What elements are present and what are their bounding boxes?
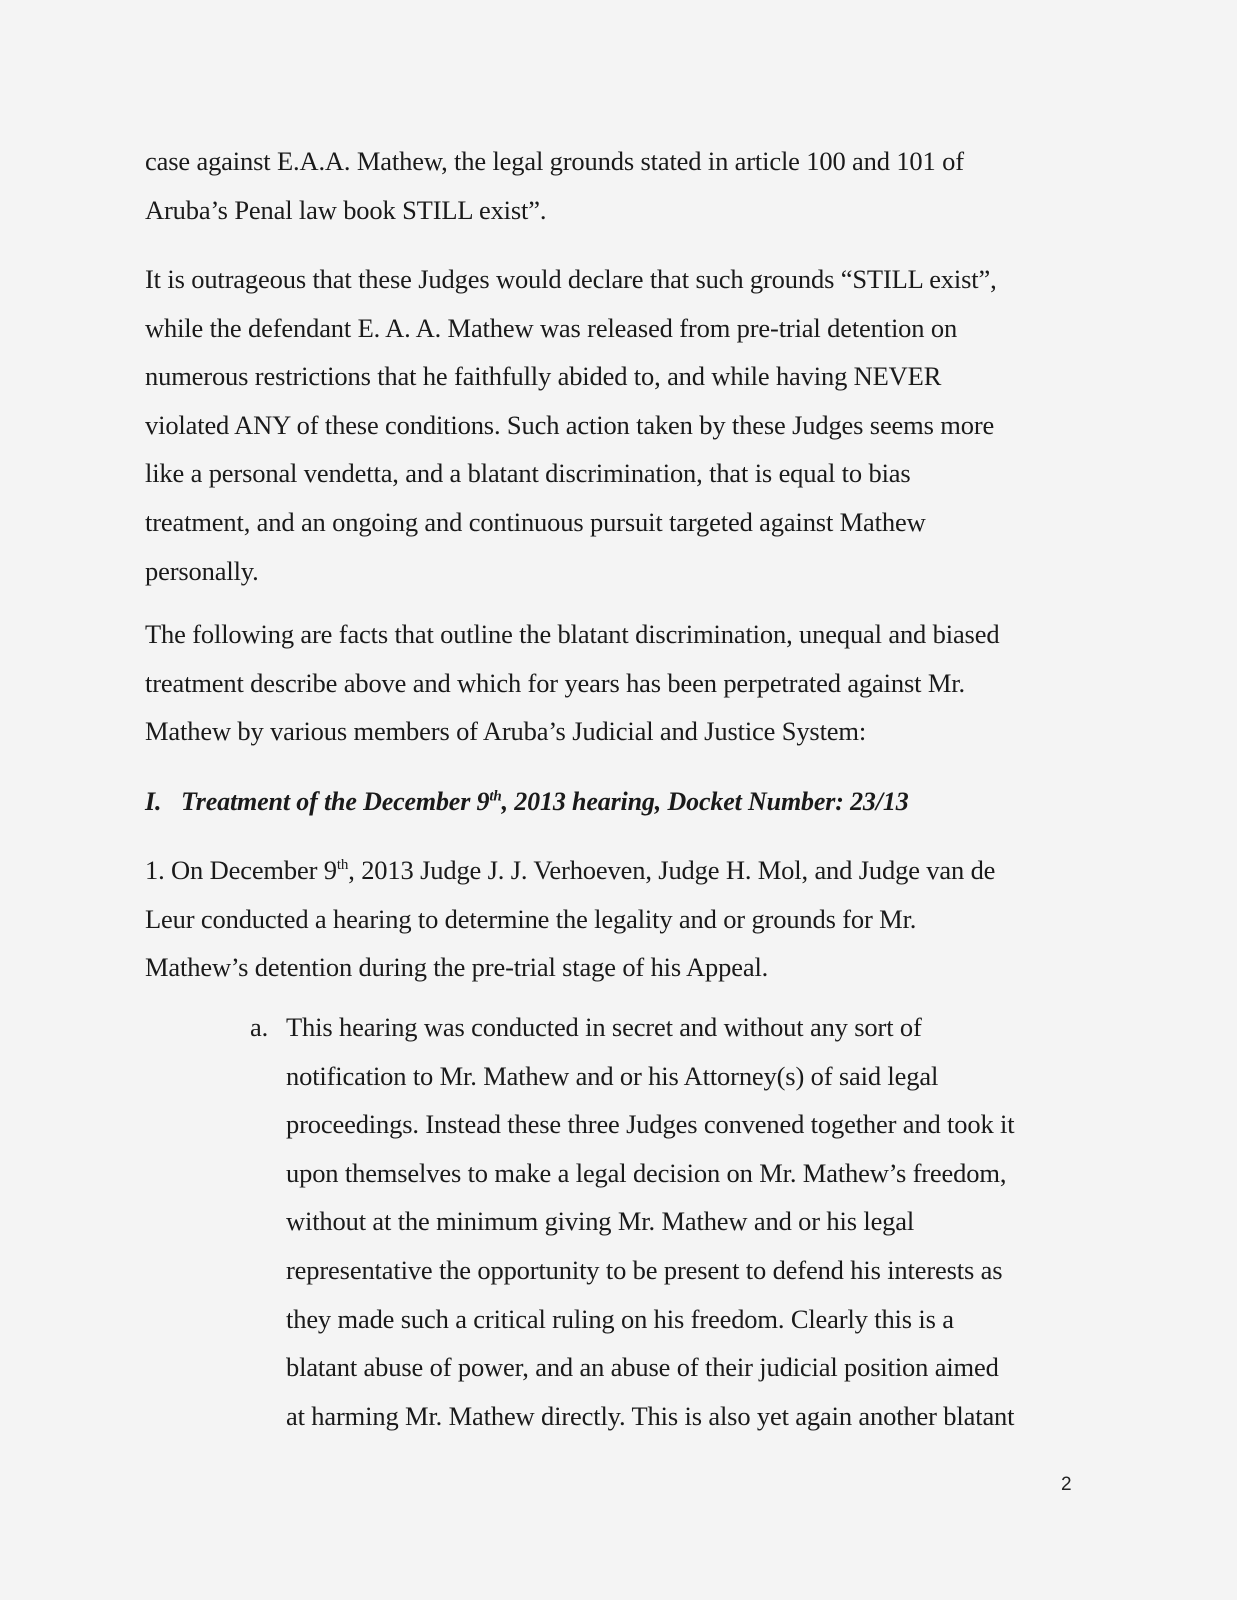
text-line: It is outrageous that these Judges would declare that such grounds “STILL exist”, <box>145 264 997 294</box>
text-line: without at the minimum giving Mr. Mathew and or his legal <box>286 1206 915 1237</box>
text-line: treatment, and an ongoing and continuous pursuit targeted against Mathew <box>145 506 926 537</box>
heading-text-end: , 2013 hearing, Docket Number: 23/13 <box>501 787 909 816</box>
paragraph-facts-intro <box>145 610 1085 756</box>
text-line: blatant abuse of power, and an abuse of their judicial position aimed <box>286 1352 999 1383</box>
heading-superscript: th <box>489 788 502 805</box>
text-line: upon themselves to make a legal decision on Mr. Mathew’s freedom, <box>286 1157 1007 1188</box>
text-line: like a personal vendetta, and a blatant discrimination, that is equal to bias <box>145 458 911 489</box>
heading-text-start: Treatment of the December 9 <box>181 787 490 816</box>
text-line <box>145 846 1085 895</box>
text-line: treatment describe above and which for years has been perpetrated against Mr. <box>145 667 965 698</box>
text-line: at harming Mr. Mathew directly. This is also yet again another blatant <box>286 1400 1015 1431</box>
text-line: proceedings. Instead these three Judges convened together and took it <box>286 1109 1015 1140</box>
section-heading <box>145 778 1085 827</box>
item-text-start: 1. On December 9 <box>145 855 337 885</box>
text-line: while the defendant E. A. A. Mathew was released from pre-trial detention on <box>145 312 958 343</box>
paragraph-continuation <box>145 137 1085 234</box>
sub-item-a <box>250 1003 1100 1440</box>
item-superscript: th <box>336 857 349 874</box>
text-line: violated ANY of these conditions. Such action taken by these Judges seems more <box>145 409 995 440</box>
text-line: This hearing was conducted in secret and without any sort of <box>286 1012 922 1042</box>
list-marker: a. <box>250 1012 269 1042</box>
page-number: 2 <box>1061 1474 1072 1495</box>
text-line: The following are facts that outline the blatant discrimination, unequal and biased <box>145 619 1000 649</box>
paragraph-outrage <box>145 255 1085 595</box>
text-line: notification to Mr. Mathew and or his Attorney(s) of said legal <box>286 1060 939 1091</box>
section-numeral: I. <box>145 787 162 816</box>
text-line: they made such a critical ruling on his freedom. Clearly this is a <box>286 1303 954 1334</box>
text-line: case against E.A.A. Mathew, the legal grounds stated in article 100 and 101 of <box>145 146 964 176</box>
sub-item-body <box>286 1003 1086 1440</box>
text-line: numerous restrictions that he faithfully abided to, and while having NEVER <box>145 361 942 392</box>
text-line: representative the opportunity to be present to defend his interests as <box>286 1254 1003 1285</box>
numbered-item-1 <box>145 846 1085 992</box>
text-line: Mathew’s detention during the pre-trial stage of his Appeal. <box>145 952 769 983</box>
text-line: personally. <box>145 555 259 586</box>
text-line: Mathew by various members of Aruba’s Judicial and Justice System: <box>145 716 867 747</box>
text-line: Aruba’s Penal law book STILL exist”. <box>145 194 547 225</box>
text-line: Leur conducted a hearing to determine the legality and or grounds for Mr. <box>145 903 917 934</box>
item-text-end: , 2013 Judge J. J. Verhoeven, Judge H. Mol, and Judge van de <box>348 855 996 885</box>
